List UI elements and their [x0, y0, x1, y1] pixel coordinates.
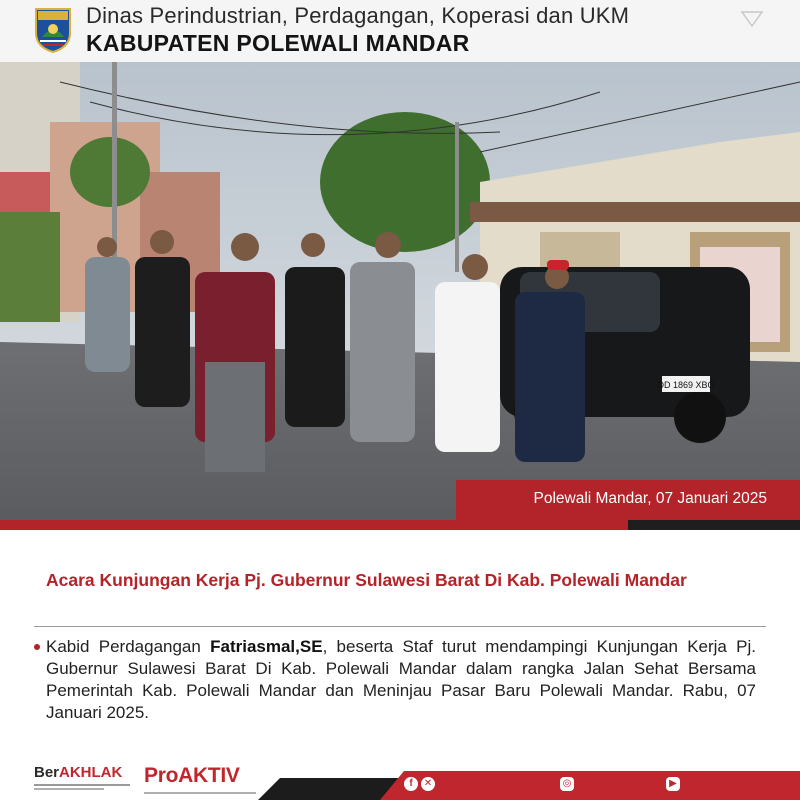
event-photo [0, 62, 800, 520]
facebook-icon[interactable]: f [404, 777, 418, 791]
accent-bar-dark [628, 520, 800, 530]
triangle-down-icon [740, 10, 764, 28]
agency-name: Dinas Perindustrian, Perdagangan, Koperasi dan UKM [86, 3, 630, 28]
car-plate: DD 1869 XBO [657, 380, 715, 390]
regency-name: KABUPATEN POLEWALI MANDAR [86, 30, 470, 56]
berakhlak-part2: AKHLAK [59, 764, 123, 781]
divider [34, 626, 766, 627]
header [0, 0, 800, 62]
article-title: Acara Kunjungan Kerja Pj. Gubernur Sulawesi Barat Di Kab. Polewali Mandar [46, 570, 687, 590]
accent-bar-red [0, 520, 628, 530]
para-name: Fatriasmal,SE [210, 637, 323, 656]
para-rest: , beserta Staf turut mendampingi Kunjungan Kerja Pj. Gubernur Sulawesi Barat Di Kab. Polewali Mandar dalam rangka Jalan Sehat Bersama Pemerintah Kab. Polewali Mandar dan Meninjau Pasar Baru Polewali Mandar. Rabu, 07 Januari 2025. [46, 637, 756, 722]
date-caption: Polewali Mandar, 07 Januari 2025 [533, 490, 767, 507]
x-icon[interactable]: ✕ [421, 777, 435, 791]
date-caption-box [456, 480, 800, 520]
proaktiv-logo: ProAKTIV [144, 764, 240, 787]
footer-red-band [380, 771, 800, 800]
berakhlak-logo [34, 764, 122, 781]
para-lead: Kabid Perdagangan [46, 637, 211, 656]
berakhlak-tagline-graphic [34, 783, 130, 791]
instagram-icon[interactable]: ◎ [560, 777, 574, 791]
youtube-icon[interactable]: ▶ [666, 777, 680, 791]
article-paragraph [46, 636, 756, 724]
berakhlak-part1: Ber [34, 764, 60, 781]
bullet-dot-icon [34, 644, 40, 650]
proaktiv-tagline-graphic [144, 789, 256, 797]
polewali-mandar-crest-icon [34, 7, 72, 53]
